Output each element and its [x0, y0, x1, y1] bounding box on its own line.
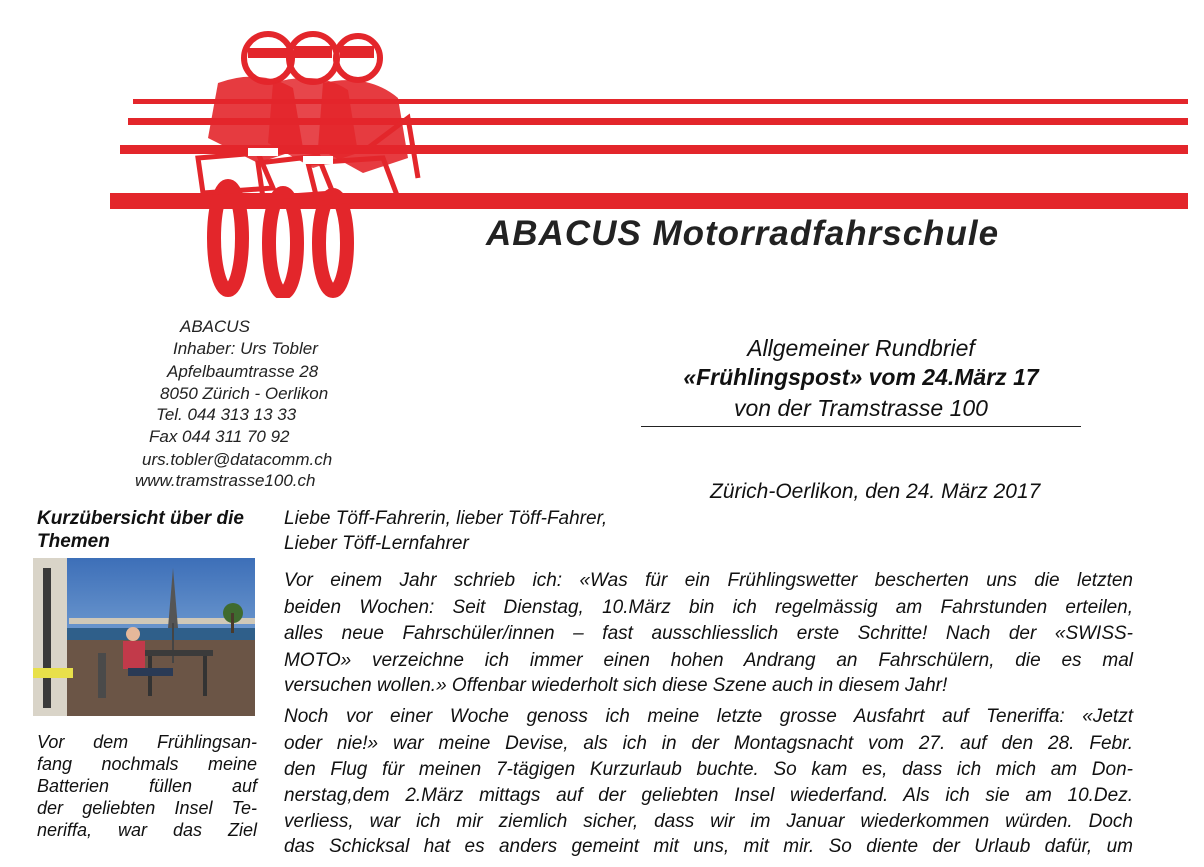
- address-line: 8050 Zürich - Oerlikon: [160, 384, 329, 403]
- paragraph-line: das Schicksal hat es anders gemeint mit uns, mit mir. So diente der Urlaub dafür, um: [284, 836, 1133, 857]
- address-line: ABACUS: [180, 317, 250, 336]
- paragraph-line: verliess, war ich mir ziemlich sicher, dass wir im Januar wiederkommen würden. Doch: [284, 811, 1133, 832]
- photo-caption-line: der geliebten Insel Te-: [37, 798, 257, 818]
- school-name: ABACUS Motorradfahrschule: [486, 214, 1000, 253]
- paragraph-line: nerstag,dem 2.März mittags auf der geliebten Insel wiederfand. Als ich sie am 10.Dez.: [284, 785, 1133, 806]
- address-phone: Tel. 044 313 13 33: [156, 405, 297, 424]
- letter-origin: von der Tramstrasse 100: [734, 395, 988, 421]
- paragraph-line: alles neue Fahrschüler/innen – fast ausschliesslich erste Schritte! Nach der «SWISS-: [284, 623, 1133, 644]
- photo-caption-line: fang nochmals meine: [37, 754, 257, 774]
- address-line: Inhaber: Urs Tobler: [173, 339, 318, 358]
- address-website[interactable]: www.tramstrasse100.ch: [135, 471, 316, 490]
- sidebar-heading: Kurzübersicht über die Themen: [37, 508, 244, 552]
- date-line: Zürich-Oerlikon, den 24. März 2017: [710, 480, 1041, 503]
- address-email[interactable]: urs.tobler@datacomm.ch: [142, 450, 333, 469]
- address-fax: Fax 044 311 70 92: [149, 427, 290, 446]
- paragraph-line: oder nie!» war meine Devise, als ich in der Montagsnacht vom 27. auf den 28. Febr.: [284, 733, 1133, 754]
- address-line: Apfelbaumtrasse 28: [167, 362, 319, 381]
- paragraph-line: Vor einem Jahr schrieb ich: «Was für ein Frühlingswetter bescherten uns die letzten: [284, 570, 1133, 591]
- photo-caption-line: Batterien füllen auf: [37, 776, 257, 796]
- paragraph-line: versuchen wollen.» Offenbar wiederholt sich diese Szene auch in diesem Jahr!: [284, 675, 948, 696]
- photo-terrace-icon: [33, 558, 255, 716]
- greeting-line: Lieber Töff-Lernfahrer: [284, 533, 469, 554]
- paragraph-line: MOTO» verzeichne ich immer einen hohen Andrang an Fahrschülern, die es mal: [284, 650, 1133, 671]
- paragraph-line: den Flug für meinen 7-tägigen Kurzurlaub buchte. So kam es, dass ich mich am Don-: [284, 759, 1133, 780]
- letter-subtitle: «Frühlingspost» vom 24.März 17: [683, 364, 1039, 390]
- paragraph-line: beiden Wochen: Seit Dienstag, 10.März bin ich regelmässig am Fahrstunden erteilen,: [284, 597, 1133, 618]
- paragraph-line: Noch vor einer Woche genoss ich meine letzte grosse Ausfahrt auf Teneriffa: «Jetzt: [284, 706, 1133, 727]
- letter-title: Allgemeiner Rundbrief: [747, 335, 975, 361]
- photo-caption-line: neriffa, war das Ziel: [37, 820, 257, 840]
- title-underline: [641, 426, 1081, 427]
- greeting-line: Liebe Töff-Fahrerin, lieber Töff-Fahrer,: [284, 508, 608, 529]
- abacus-logo: [108, 28, 1193, 298]
- photo-caption-line: Vor dem Frühlingsan-: [37, 732, 257, 752]
